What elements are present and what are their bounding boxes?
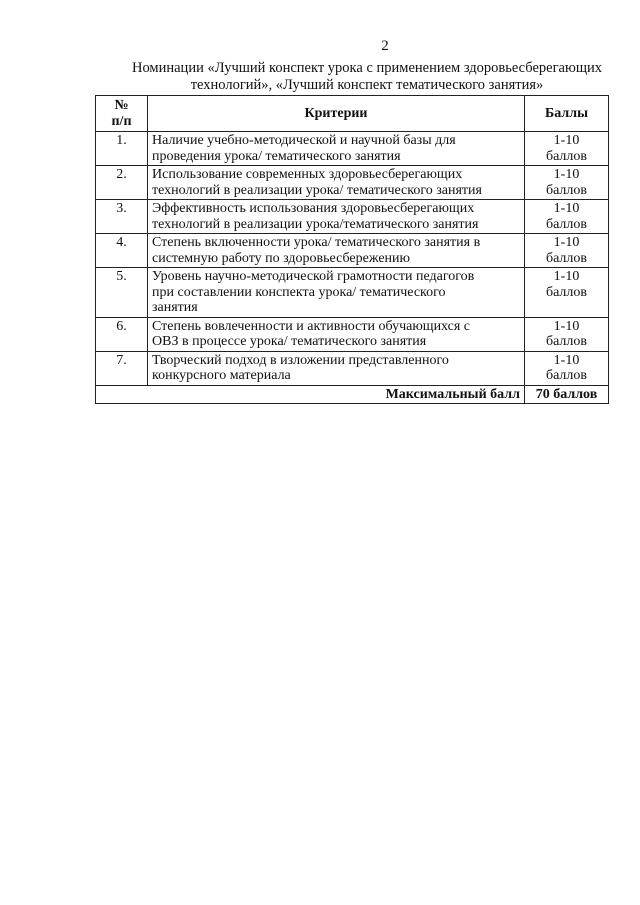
- criteria-table: [95, 95, 609, 404]
- score-text-line: 1-10: [553, 352, 580, 368]
- score-text-line: 1-10: [553, 269, 580, 284]
- score-text-line: 1-10: [553, 133, 580, 148]
- score-text-line: баллов: [545, 182, 588, 198]
- criterion-cell: [148, 317, 525, 351]
- criterion-text-line: проведения урока/ тематического занятия: [152, 148, 401, 164]
- header-number: [96, 96, 148, 132]
- criterion-text-line: Использование современных здоровьесберегающих: [152, 167, 463, 182]
- score-text-line: 1-10: [553, 201, 580, 216]
- criterion-text-line: при составлении конспекта урока/ тематического: [152, 284, 446, 300]
- table-header-row: [96, 96, 609, 132]
- criterion-cell: [148, 234, 525, 268]
- row-number: 4.: [96, 234, 148, 268]
- criterion-text-line: Творческий подход в изложении представленного: [152, 352, 449, 368]
- score-text-line: 1-10: [553, 167, 580, 182]
- row-number: 3.: [96, 200, 148, 234]
- score-cell: [525, 234, 609, 268]
- table-row: [96, 200, 609, 234]
- score-cell: [525, 317, 609, 351]
- score-cell: [525, 132, 609, 166]
- total-row: [96, 385, 609, 404]
- criterion-text-line: Эффективность использования здоровьесберегающих: [152, 201, 475, 216]
- score-cell: [525, 268, 609, 318]
- criterion-cell: [148, 132, 525, 166]
- score-text-line: баллов: [545, 250, 588, 266]
- criterion-text-line: технологий в реализации урока/тематического занятия: [152, 216, 479, 232]
- row-number: 5.: [96, 268, 148, 318]
- table-row: [96, 351, 609, 385]
- row-number: 1.: [96, 132, 148, 166]
- criterion-text-line: конкурсного материала: [152, 368, 291, 383]
- score-text-line: баллов: [545, 284, 588, 300]
- score-text-line: баллов: [545, 148, 588, 164]
- score-cell: [525, 351, 609, 385]
- heading-line-2: технологий», «Лучший конспект тематического занятия»: [190, 77, 544, 93]
- score-text-line: баллов: [545, 216, 588, 232]
- score-cell: [525, 200, 609, 234]
- row-number: 6.: [96, 317, 148, 351]
- table-row: [96, 234, 609, 268]
- page-number: 2: [381, 38, 389, 54]
- criterion-text-line: Наличие учебно-методической и научной базы для: [152, 133, 456, 148]
- table-row: [96, 132, 609, 166]
- table-row: [96, 317, 609, 351]
- table-body: [96, 132, 609, 386]
- criterion-text-line: занятия: [152, 300, 198, 315]
- nomination-heading: [112, 60, 622, 94]
- score-text-line: баллов: [545, 368, 588, 383]
- header-score: Баллы: [525, 96, 609, 132]
- header-criteria: Критерии: [148, 96, 525, 132]
- criterion-text-line: системную работу по здоровьесбережению: [152, 250, 410, 266]
- criterion-cell: [148, 351, 525, 385]
- criterion-text-line: ОВЗ в процессе урока/ тематического занятия: [152, 334, 427, 349]
- criterion-text-line: технологий в реализации урока/ тематического занятия: [152, 182, 482, 198]
- criterion-cell: [148, 200, 525, 234]
- score-cell: [525, 166, 609, 200]
- total-label: Максимальный балл: [96, 385, 525, 404]
- row-number: 7.: [96, 351, 148, 385]
- header-number-abbrev: п/п: [111, 113, 132, 129]
- score-text-line: баллов: [545, 334, 588, 349]
- criterion-text-line: Степень включенности урока/ тематического занятия в: [152, 235, 481, 250]
- header-number-symbol: №: [114, 98, 129, 113]
- criterion-cell: [148, 268, 525, 318]
- criterion-text-line: Уровень научно-методической грамотности педагогов: [152, 269, 475, 284]
- score-text-line: 1-10: [553, 235, 580, 250]
- table-row: [96, 166, 609, 200]
- heading-line-1: Номинации «Лучший конспект урока с применением здоровьесберегающих: [131, 60, 602, 76]
- total-value: 70 баллов: [525, 385, 609, 404]
- row-number: 2.: [96, 166, 148, 200]
- criterion-text-line: Степень вовлеченности и активности обучающихся с: [152, 318, 471, 334]
- score-text-line: 1-10: [553, 318, 580, 334]
- criterion-cell: [148, 166, 525, 200]
- table-row: [96, 268, 609, 318]
